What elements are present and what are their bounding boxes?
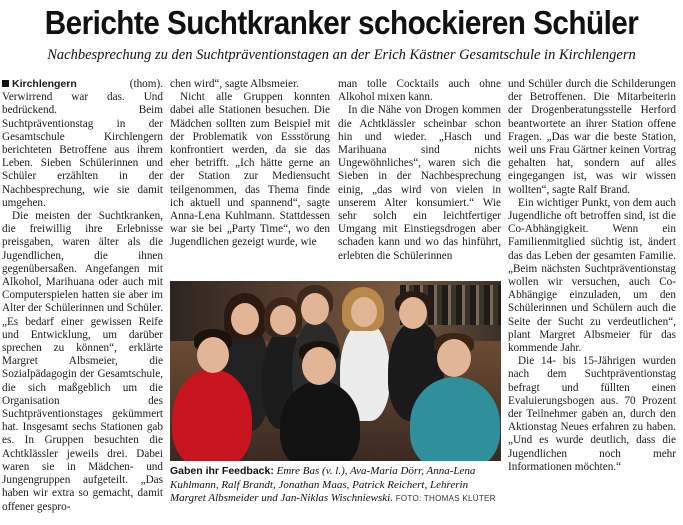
group-photo: [170, 281, 501, 461]
photo-person-face: [231, 303, 259, 335]
paragraph: Die meisten der Suchtkranken, die freiwillig ihre Erlebnisse preisgaben, waren älter als die Jugendlichen, die ihnen gegenübersaßen. Angefangen mit Alkohol, Marihuana oder auch mit Computerspielen hatten sie aber im Alter der Schülerinnen und Schüler. „Es bedarf einer gewissen Reife und Entwicklung, um darüber sprechen zu können“, erklärte Margret Albsmeier, die Sozialpädagogin der Gesamtschule, die sich maßgeblich um die Organisation des Suchtpräventionstages gekümmert hat. Insgesamt sechs Stationen gab es. In Gruppen besuchten die Achtklässler jeweils drei. Dabei waren sie in Mädchen- und Jungengruppen aufgeteilt. „Das haben wir extra so gemacht, damit offener gespro-: [2, 210, 163, 513]
paragraph: und Schüler durch die Schilderungen der Betroffenen. Die Mitarbeiterin der Drogenberatungsstelle Herford beantwortete an ihrer Station offene Fragen. „Das war die beste Station, weil uns Frau Gärtner keinen Vortrag gehalten hat, sondern auf alles eingegangen ist, was wir wissen wollten“, sagte Ralf Brand.: [508, 78, 676, 196]
article-column-1: [2, 78, 163, 522]
photo-person: [280, 381, 360, 461]
paragraph: Ein wichtiger Punkt, von dem auch Jugendliche oft betroffen sind, ist die Co-Abhängigkeit. Wenn ein Familienmitglied süchtig ist, ändert das das Leben der gesamten Familie. „Beim nächsten Suchtpräventionstag wollen wir versuchen, auch Co-Abhängige einzuladen, um den Schülerinnen und Schülern auch die Seite der Sucht zu verdeutlichen“, plant Margret Albsmeier für das kommende Jahr.: [508, 196, 676, 355]
caption-lead: Gaben ihr Feedback:: [170, 465, 274, 477]
headline: Berichte Suchtkranker schockieren Schüler: [44, 4, 639, 41]
photo-person: [172, 369, 252, 461]
photo-person-face: [437, 339, 471, 377]
paragraph: man tolle Cocktails auch ohne Alkohol mixen kann.: [338, 78, 501, 104]
paragraph: Die 14- bis 15-Jährigen wurden nach dem Suchtpräventionstag befragt und füllten einen Evaluierungsbogen aus. 70 Prozent der Teilnehmer gaben an, durch den Aktionstag Neues erfahren zu haben. „Und es wurde deutlich, dass die Jugendlichen noch mehr Informationen möchten.“: [508, 355, 676, 473]
section-marker-icon: [2, 80, 9, 87]
subheadline: Nachbesprechung zu den Suchtpräventionstagen an der Erich Kästner Gesamtschule in Kirchlengern: [47, 47, 636, 63]
article-column-2: [170, 78, 330, 278]
photo-person-face: [399, 297, 427, 329]
photo-person-face: [351, 297, 377, 327]
paragraph-text: (thom). Verwirrend war das. Und bedrückend. Beim Suchtpräventionstag in der Gesamtschule Kirchlengern berichteten Betroffene aus ihrem Leben. Sieben Schülerinnen und Schüler erzählten in der Nachbesprechung, wie sie damit umgehen.: [2, 78, 163, 209]
photo-person-face: [197, 337, 229, 373]
photo-person-face: [270, 305, 296, 335]
paragraph: In die Nähe von Drogen kommen die Achtklässler scheinbar schon hin und wieder. „Hasch und Marihuana sind nichts Ungewöhnliches“, waren sich die Sieben in der Nachbesprechung einig, „das wird von vielen in unserem Alter konsumiert.“ Wie sehr solch ein leichtfertiger Umgang mit Einstiegsdrogen aber schaden kann und wo das hinführt, erlebten die Schülerinnen: [338, 104, 501, 262]
paragraph: Nicht alle Gruppen konnten dabei alle Stationen besuchen. Die Mädchen sollten zum Beispiel mit der Problematik von Essstörung konfrontiert werden, da sie das eher betrifft. „Ich hätte gerne an der Station zur Mediensucht teilgenommen, das Thema finde ich aktuell und spannend“, sagte Anna-Lena Kuhlmann. Stattdessen war sie bei „Party Time“, wo den Jugendlichen gezeigt wurde, wie: [170, 91, 330, 249]
photo-caption: [170, 465, 501, 506]
photo-person: [410, 377, 500, 461]
caption-text: Emre Bas (v. l.), Ava-Maria Dörr, Anna-Lena Kuhlmann, Ralf Brandt, Jonathan Maas, Patrick Reichert, Lehrerin Margret Albsmeider und Jan-Niklas Wischniewski.: [170, 465, 476, 504]
photo-person-face: [301, 293, 329, 325]
paragraph: [2, 78, 163, 210]
article-column-4: [508, 78, 676, 522]
article-column-3: [338, 78, 501, 278]
photo-person-face: [302, 347, 336, 385]
paragraph: chen wird“, sagte Albsmeier.: [170, 78, 299, 90]
photo-credit: FOTO: THOMAS KLÜTER: [395, 494, 496, 503]
dateline: Kirchlengern: [12, 78, 77, 90]
